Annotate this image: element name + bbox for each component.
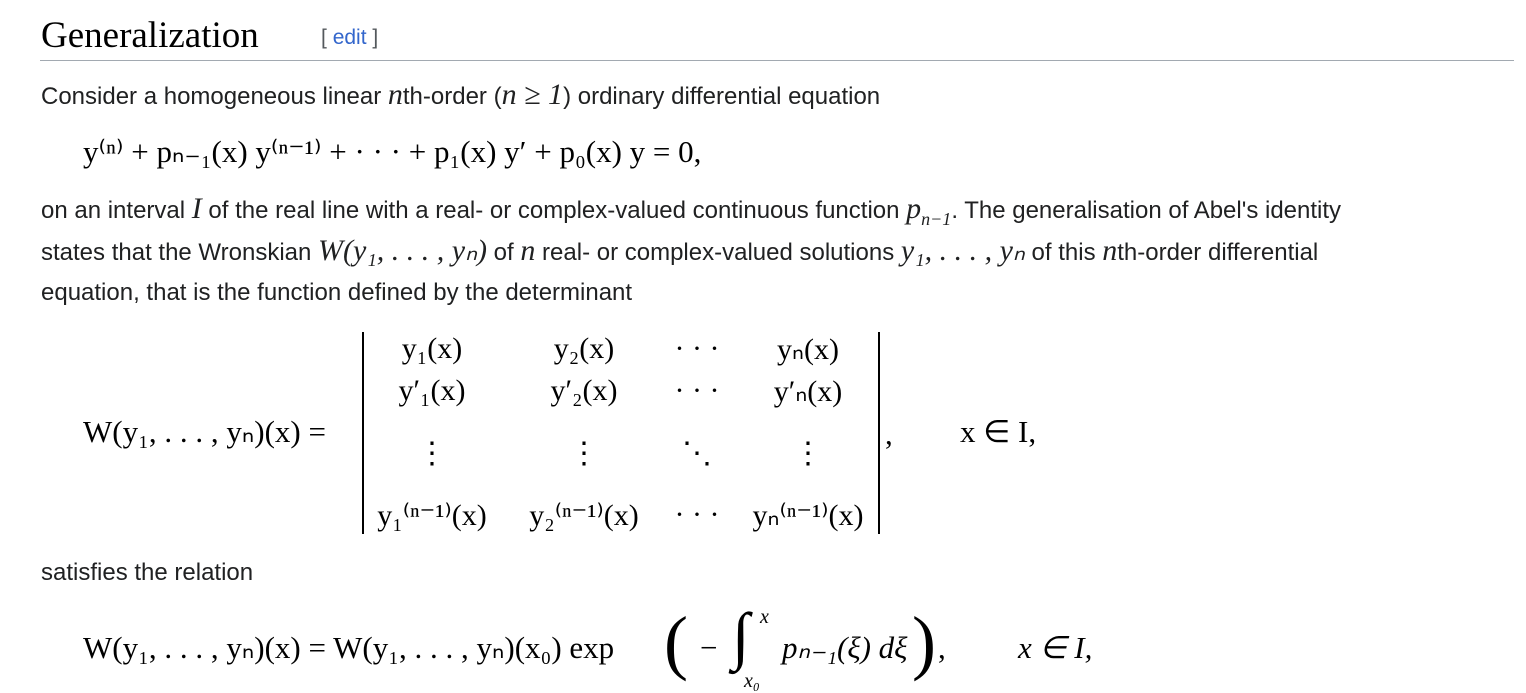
right-paren: ) [912, 602, 936, 682]
math-n-geq-1: n ≥ 1 [501, 78, 564, 111]
math-p-coefficient: $p_{n-1}$ [906, 192, 952, 229]
matrix-cell: yₙ(x) [777, 333, 839, 366]
determinant-right-bar [878, 332, 880, 534]
matrix-cell: y₂(x) [553, 332, 615, 365]
matrix-cell: ⋮ [417, 437, 447, 470]
edit-section: [ edit ] [321, 26, 379, 49]
determinant-intro: equation, that is the function defined by the determinant [41, 279, 633, 306]
edit-link[interactable]: edit [332, 26, 367, 49]
relation-intro: satisfies the relation [41, 559, 254, 586]
matrix-cell: y′ₙ(x) [773, 375, 843, 408]
integral-sign: ∫ [732, 600, 750, 671]
ode-equation: y⁽ⁿ⁾ + pₙ₋₁(x) y⁽ⁿ⁻¹⁾ + · · · + p₁(x) y′ + p₀(x) y = 0, [83, 134, 702, 169]
matrix-cell: y′₁(x) [398, 374, 466, 407]
determinant-domain: x ∈ I, [960, 414, 1037, 449]
integral-lower-limit: x₀ [744, 670, 760, 692]
math-wronskian: W(y₁, . . . , yₙ) [318, 234, 488, 267]
integral-upper-limit: x [760, 606, 769, 628]
matrix-cell: ⋮ [569, 437, 599, 470]
determinant-comma: , [885, 416, 893, 451]
section-heading-row [40, 10, 1514, 61]
minus-sign: − [700, 630, 718, 665]
left-paren: ( [664, 602, 688, 682]
matrix-cell: · · · [674, 498, 720, 531]
integrand: pₙ₋₁(ξ) dξ [782, 630, 908, 665]
matrix-cell: ⋱ [682, 437, 712, 470]
math-n: n [387, 78, 403, 111]
matrix-cell: yₙ⁽ⁿ⁻¹⁾(x) [752, 499, 864, 532]
interval-paragraph: on an interval I of the real line with a real- or complex-valued continuous function $p_{n-1}$. The generalisation of Abel's identity [41, 192, 1342, 229]
math-interval: I [191, 192, 202, 225]
determinant-lhs: W(y₁, . . . , yₙ)(x) = [83, 414, 326, 449]
intro-paragraph: Consider a homogeneous linear nth-order (n ≥ 1) ordinary differential equation [41, 78, 881, 111]
section-title: Generalization [41, 15, 259, 56]
relation-domain: x ∈ I, [1018, 630, 1093, 665]
matrix-cell: y′₂(x) [550, 374, 618, 407]
math-solutions: y₁, . . . , yₙ [900, 234, 1025, 267]
wronskian-paragraph: states that the Wronskian W(y₁, . . . , yₙ) of n real- or complex-valued solutions y₁, . . . , yₙ of this nth-order differential [41, 234, 1319, 267]
matrix-cell: ⋮ [793, 437, 823, 470]
matrix-cell: y₂⁽ⁿ⁻¹⁾(x) [529, 499, 639, 532]
matrix-cell: · · · [674, 374, 720, 407]
matrix-cell: y₁(x) [401, 332, 463, 365]
matrix-cell: · · · [674, 332, 720, 365]
relation-lhs: W(y₁, . . . , yₙ)(x) = W(y₁, . . . , yₙ)(x₀) exp [83, 630, 615, 665]
relation-comma: , [938, 630, 946, 665]
matrix-cell: y₁⁽ⁿ⁻¹⁾(x) [377, 499, 487, 532]
